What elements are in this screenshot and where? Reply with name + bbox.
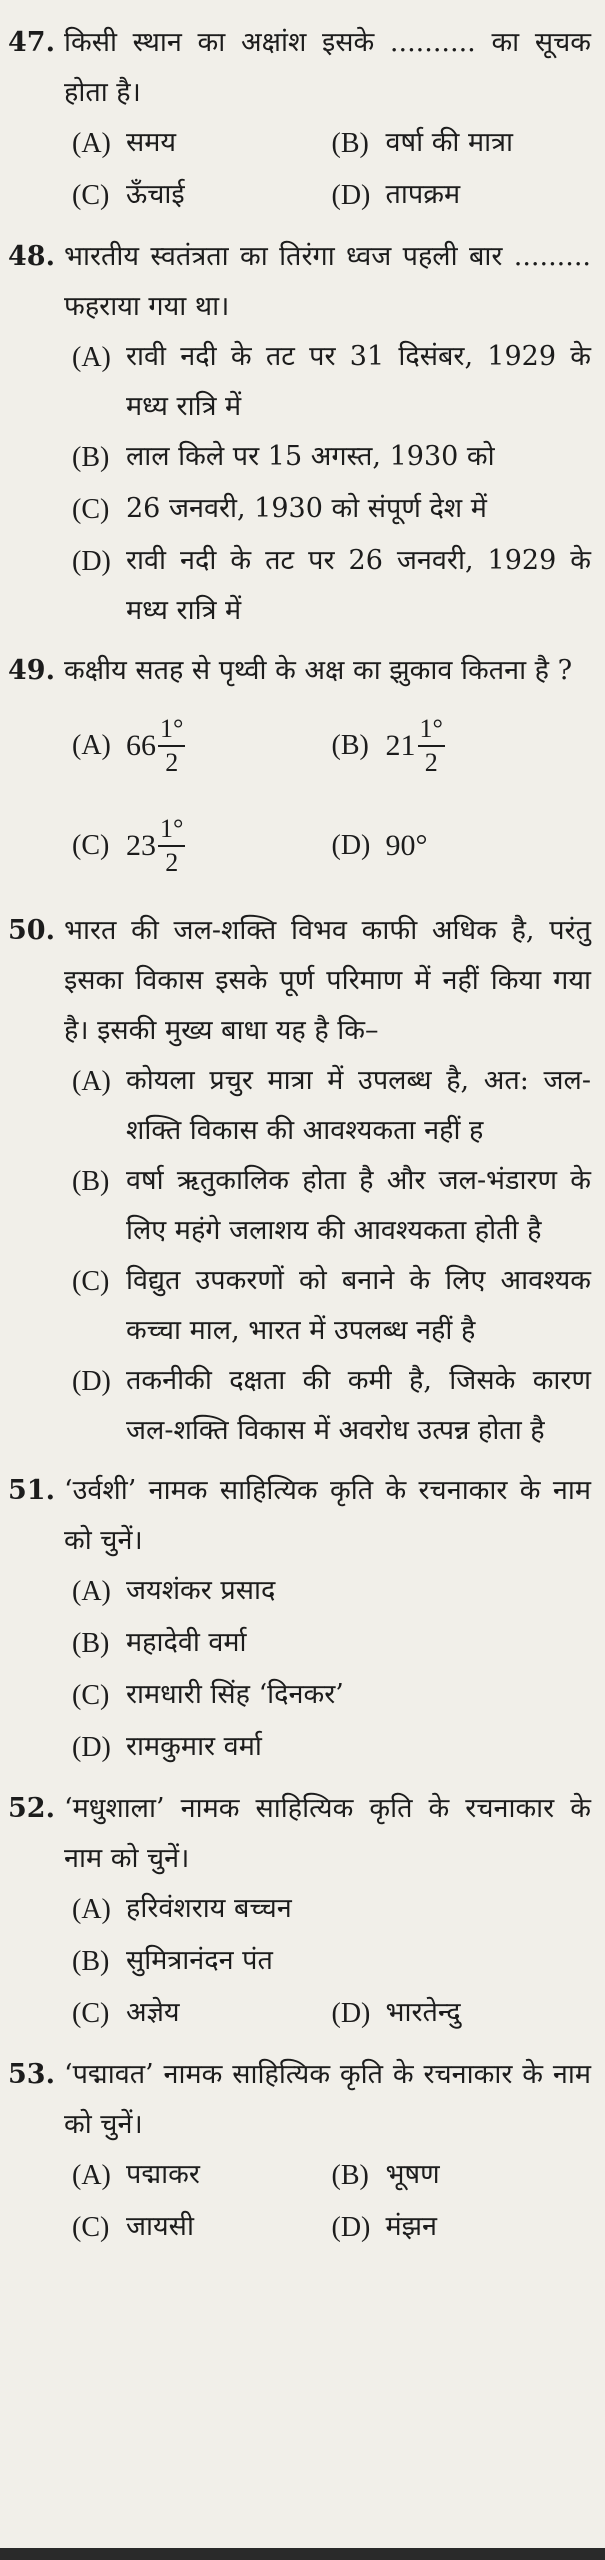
option-text: तापक्रम (385, 179, 461, 210)
fraction-numerator: 1° (418, 713, 445, 747)
fraction-denominator: 2 (165, 848, 179, 877)
option-text: भूषण (385, 2159, 440, 2190)
option-d[interactable] (72, 1356, 591, 1456)
option-label: (C) (72, 494, 110, 525)
option-d[interactable] (332, 1988, 592, 2040)
fraction-denominator: 2 (424, 748, 438, 777)
option-b[interactable] (332, 118, 592, 170)
option-text: लाल किले पर 15 अगस्त, 1930 को (126, 441, 495, 472)
option-label: (D) (72, 1732, 111, 1763)
option-text: ऊँचाई (126, 179, 185, 210)
option-text: पद्माकर (126, 2159, 200, 2190)
option-text: वर्षा की मात्रा (385, 127, 514, 158)
question-number: 48. (8, 241, 55, 272)
question-number: 51. (8, 1475, 55, 1506)
options-list (72, 1884, 591, 2040)
option-d[interactable] (72, 1722, 591, 1774)
option-label: (A) (72, 128, 111, 159)
option-text: रावी नदी के तट पर 31 दिसंबर, 1929 के मध्य रात्रि में (126, 341, 591, 422)
question-text: भारतीय स्वतंत्रता का तिरंगा ध्वज पहली बार ......... फहराया गया था। (64, 241, 591, 322)
option-c[interactable] (72, 796, 332, 896)
option-c[interactable] (72, 484, 591, 536)
option-label: (C) (72, 1680, 110, 1711)
option-label: (B) (72, 1946, 110, 1977)
option-text: जयशंकर प्रसाद (126, 1575, 276, 1606)
option-b[interactable] (72, 1156, 591, 1256)
option-label: (D) (331, 1998, 371, 2029)
question-text: भारत की जल-शक्ति विभव काफी अधिक है, परंतु इसका विकास इसके पूर्ण परिमाण में नहीं किया गया है। इसकी मुख्य बाधा यह है कि– (64, 915, 591, 1046)
question-text: ‘मधुशाला’ नामक साहित्यिक कृति के रचनाकार के नाम को चुनें। (64, 1793, 591, 1874)
option-d[interactable] (332, 170, 592, 222)
option-a[interactable] (72, 332, 591, 432)
question-51 (8, 1466, 591, 1774)
option-label: (C) (72, 2212, 110, 2243)
option-d[interactable] (332, 2202, 592, 2254)
option-label: (A) (72, 2160, 111, 2191)
option-a[interactable] (72, 696, 332, 796)
fraction-whole: 23 (126, 829, 156, 862)
option-label: (C) (72, 1998, 110, 2029)
option-text: तकनीकी दक्षता की कमी है, जिसके कारण जल-शक्ति विकास में अवरोध उत्पन्न होता है (126, 1365, 591, 1446)
fraction-whole: 21 (385, 729, 416, 762)
option-d[interactable] (72, 536, 591, 636)
option-label: (A) (72, 730, 111, 761)
option-label: (B) (331, 2160, 369, 2191)
option-label: (A) (72, 342, 111, 373)
option-b[interactable] (72, 432, 591, 484)
option-a[interactable] (72, 1056, 591, 1156)
question-52 (8, 1784, 591, 2040)
option-c[interactable] (72, 2202, 332, 2254)
option-text: मंझन (385, 2211, 438, 2242)
option-text: महादेवी वर्मा (126, 1627, 247, 1658)
question-53 (8, 2050, 591, 2254)
option-text: हरिवंशराय बच्चन (126, 1893, 292, 1924)
option-b[interactable] (332, 2150, 592, 2202)
fraction-denominator: 2 (165, 748, 179, 777)
question-number: 50. (8, 915, 55, 946)
options-list (72, 1566, 591, 1774)
question-50 (8, 906, 591, 1456)
option-a[interactable] (72, 1884, 591, 1936)
option-label: (A) (72, 1066, 111, 1097)
option-c[interactable] (72, 1988, 332, 2040)
question-number: 47. (8, 27, 55, 58)
question-49 (8, 646, 591, 896)
option-b[interactable] (332, 696, 592, 796)
mixed-fraction (126, 696, 185, 796)
option-label: (B) (331, 730, 369, 761)
option-text: अज्ञेय (126, 1997, 180, 2028)
option-text: कोयला प्रचुर मात्रा में उपलब्ध है, अत: जल-शक्ति विकास की आवश्यकता नहीं ह (126, 1065, 591, 1146)
option-label: (D) (72, 1366, 111, 1397)
option-text: वर्षा ऋतुकालिक होता है और जल-भंडारण के लिए महंगे जलाशय की आवश्यकता होती है (126, 1165, 591, 1246)
mixed-fraction (126, 796, 185, 896)
option-text: विद्युत उपकरणों को बनाने के लिए आवश्यक कच्चा माल, भारत में उपलब्ध नहीं है (126, 1265, 591, 1346)
option-a[interactable] (72, 118, 332, 170)
fraction-whole: 66 (126, 729, 156, 762)
question-text: किसी स्थान का अक्षांश इसके .......... का सूचक होता है। (64, 27, 591, 108)
option-label: (C) (72, 180, 110, 211)
option-label: (D) (331, 180, 371, 211)
option-text: रामकुमार वर्मा (126, 1731, 262, 1762)
option-label: (A) (72, 1894, 111, 1925)
option-c[interactable] (72, 1670, 591, 1722)
option-text: 26 जनवरी, 1930 को संपूर्ण देश में (126, 493, 487, 524)
question-text: ‘पद्मावत’ नामक साहित्यिक कृति के रचनाकार के नाम को चुनें। (64, 2059, 591, 2140)
option-text: समय (126, 127, 177, 158)
option-c[interactable] (72, 1256, 591, 1356)
options-list (72, 118, 591, 222)
question-47 (8, 18, 591, 222)
option-d[interactable] (332, 796, 592, 896)
mixed-fraction (386, 696, 445, 796)
fraction-numerator: 1° (158, 813, 185, 847)
option-a[interactable] (72, 2150, 332, 2202)
option-text: रामधारी सिंह ‘दिनकर’ (126, 1679, 344, 1710)
option-label: (D) (331, 830, 371, 861)
option-label: (D) (331, 2212, 371, 2243)
page-bottom-rule (0, 2548, 605, 2560)
options-list (72, 696, 591, 896)
option-label: (B) (72, 1166, 110, 1197)
option-c[interactable] (72, 170, 332, 222)
options-list (72, 332, 591, 636)
option-label: (B) (331, 128, 369, 159)
option-text: सुमित्रानंदन पंत (126, 1945, 273, 1976)
option-text: भारतेन्दु (385, 1997, 461, 2028)
option-b[interactable] (72, 1618, 591, 1670)
question-text: ‘उर्वशी’ नामक साहित्यिक कृति के रचनाकार के नाम को चुनें। (64, 1475, 591, 1556)
option-text: रावी नदी के तट पर 26 जनवरी, 1929 के मध्य रात्रि में (126, 545, 591, 626)
options-list (72, 2150, 591, 2254)
option-label: (C) (72, 1266, 110, 1297)
question-number: 52. (8, 1793, 55, 1824)
option-label: (D) (72, 546, 111, 577)
option-text: जायसी (126, 2211, 194, 2242)
question-number: 53. (8, 2059, 55, 2090)
option-label: (B) (72, 1628, 110, 1659)
question-number: 49. (8, 655, 55, 686)
option-label: (A) (72, 1576, 111, 1607)
option-a[interactable] (72, 1566, 591, 1618)
option-b[interactable] (72, 1936, 591, 1988)
question-text: कक्षीय सतह से पृथ्वी के अक्ष का झुकाव कितना है ? (64, 655, 573, 686)
fraction-numerator: 1° (158, 713, 185, 747)
question-48 (8, 232, 591, 636)
options-list (72, 1056, 591, 1456)
option-label: (B) (72, 442, 110, 473)
option-text: 90° (385, 829, 428, 862)
option-label: (C) (72, 830, 110, 861)
